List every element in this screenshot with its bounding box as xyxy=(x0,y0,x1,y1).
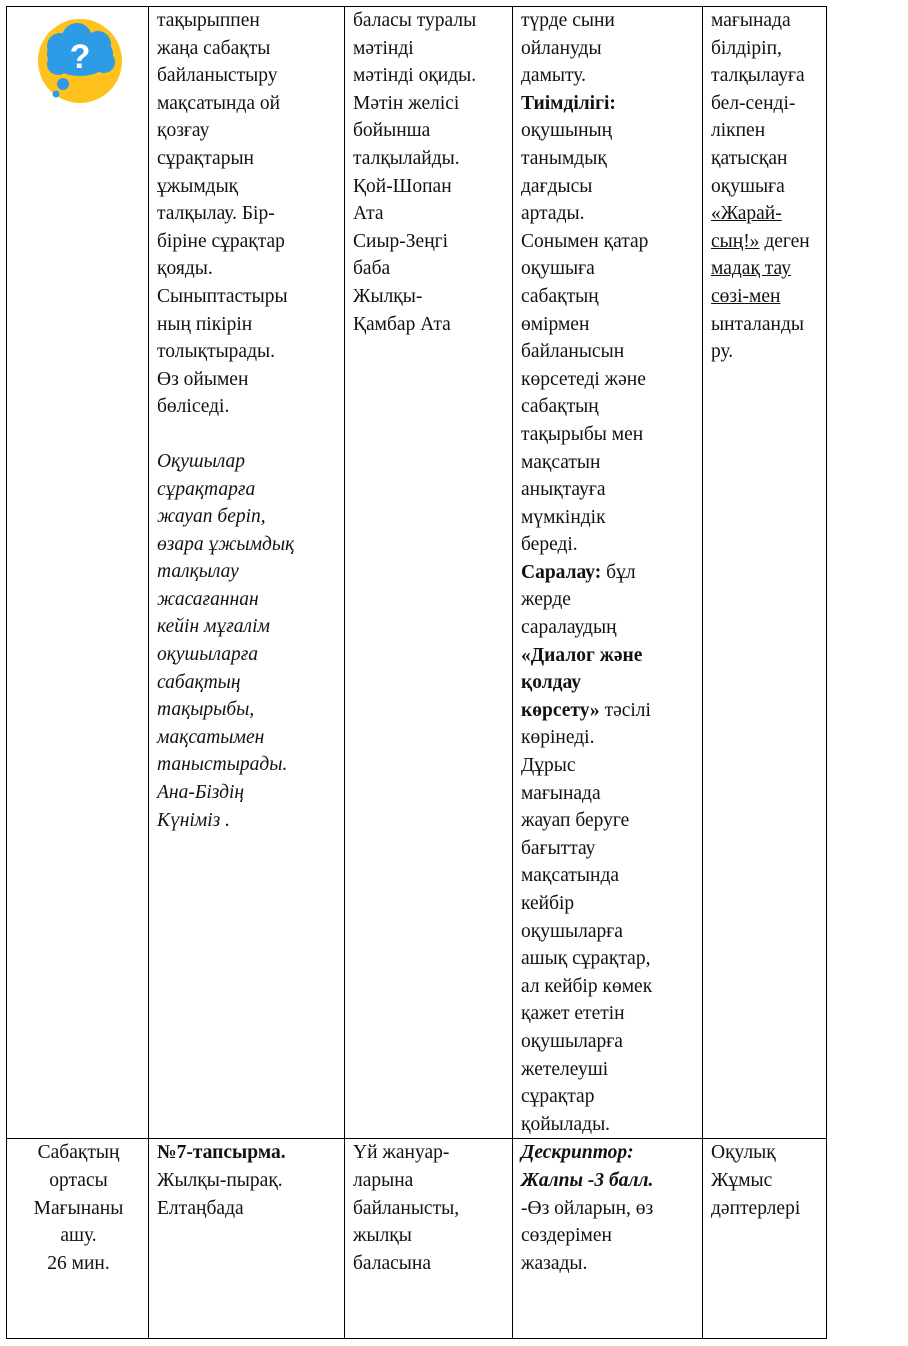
text-line: мәтінді оқиды. xyxy=(353,65,477,87)
italic-text-line: Ана-Біздің xyxy=(157,782,245,804)
row1-col5-text-b xyxy=(711,311,820,366)
text-line: танымдық xyxy=(521,147,607,169)
italic-text-line: кейін мұғалім xyxy=(157,616,270,638)
text-line: ортасы xyxy=(49,1169,108,1191)
text-line: оқушыға xyxy=(521,258,595,280)
text-line: оқушыларға xyxy=(521,920,623,942)
row1-col5 xyxy=(703,7,827,1139)
text-line: тақырыбы мен xyxy=(521,423,644,445)
text-line: сұрақтар xyxy=(521,1086,595,1108)
text-line: бел-сенді- xyxy=(711,92,796,114)
text-line: Сиыр-Зеңгі xyxy=(353,230,449,252)
descriptor-score: Жалпы -3 балл. xyxy=(521,1169,654,1191)
row1-col2 xyxy=(149,7,345,1139)
text-line: ашық сұрақтар, xyxy=(521,948,651,970)
lesson-plan-table xyxy=(6,6,827,1339)
text-line: дамыту. xyxy=(521,65,586,87)
text-line: көрінеді. xyxy=(521,727,595,749)
row1-col4-text-a xyxy=(521,7,696,90)
row1-col4-text-b xyxy=(521,117,696,559)
text-line: ал кейбір көмек xyxy=(521,975,653,997)
text-line: ұжымдық xyxy=(157,175,239,197)
text-line: қояды. xyxy=(157,258,213,280)
text-line: толықтырады. xyxy=(157,341,275,363)
dialog-line-3-tail: тәсілі xyxy=(599,699,651,721)
text-line: жылқы xyxy=(353,1225,412,1247)
row1-col1 xyxy=(7,7,149,1139)
dialog-line-3-bold: көрсету» xyxy=(521,699,600,721)
row1-col4-text-d xyxy=(521,724,696,1138)
text-line: Сыныптастыры xyxy=(157,285,288,307)
dialog-line-3 xyxy=(521,697,696,725)
praise-line-2 xyxy=(711,228,820,256)
row1-col4 xyxy=(513,7,703,1139)
text-line: ашу. xyxy=(60,1225,97,1247)
text-line: баласы туралы xyxy=(353,10,477,31)
text-line: мақсатын xyxy=(521,451,601,473)
text-line: Сонымен қатар xyxy=(521,230,649,252)
text-line: Мағынаны xyxy=(33,1197,124,1219)
praise-line-1: «Жарай- xyxy=(711,203,782,225)
dialog-line-2: қолдау xyxy=(521,672,582,694)
row2-col1 xyxy=(7,1139,149,1339)
text-line: сұрақтарын xyxy=(157,147,254,169)
saralau-line xyxy=(521,559,696,587)
row2-col5 xyxy=(703,1139,827,1339)
text-line: ынталанды xyxy=(711,313,804,335)
row2-col2-text xyxy=(157,1167,338,1222)
italic-text-line: өзара ұжымдық xyxy=(157,533,295,555)
row1-col5-text-a xyxy=(711,7,820,200)
text-line: байланысын xyxy=(521,341,625,363)
table-row xyxy=(7,7,827,1139)
text-line: дағдысы xyxy=(521,175,593,197)
text-line: сабақтың xyxy=(521,396,599,418)
text-line: тақырыппен xyxy=(157,10,260,31)
tiimdiligi-label: Тиімділігі: xyxy=(521,92,616,114)
descriptor-label: Дескриптор: xyxy=(521,1142,634,1164)
text-line: жазады. xyxy=(521,1252,588,1274)
text-line: мақсатында ой xyxy=(157,92,281,114)
question-bubble-icon xyxy=(30,18,130,104)
row2-col4-text xyxy=(521,1195,696,1278)
text-line: жаңа сабақты xyxy=(157,37,271,59)
text-line: байланыстыру xyxy=(157,65,278,87)
text-line: бағыттау xyxy=(521,837,596,859)
text-line: жауап беруге xyxy=(521,810,630,832)
italic-text-line: Оқушылар xyxy=(157,450,246,472)
text-line: кейбір xyxy=(521,893,575,914)
text-line: талқылайды. xyxy=(353,147,460,169)
text-line: дәптерлері xyxy=(711,1197,801,1219)
text-line: -Өз ойларын, өз xyxy=(521,1197,654,1219)
row1-col2-text xyxy=(157,7,338,421)
italic-text-line: тақырыбы, xyxy=(157,699,255,721)
text-line: Елтаңбада xyxy=(157,1197,244,1219)
text-line: 26 мин. xyxy=(47,1252,110,1274)
text-line: Жұмыс xyxy=(711,1169,773,1191)
text-line: талқылау. Бір- xyxy=(157,203,275,225)
text-line: мақсатында xyxy=(521,865,620,887)
text-line: біріне сұрақтар xyxy=(157,230,285,252)
text-line: Қамбар Ата xyxy=(353,313,451,335)
row1-col3 xyxy=(345,7,513,1139)
row2-col2 xyxy=(149,1139,345,1339)
text-line: қажет ететін xyxy=(521,1003,625,1025)
text-line: лікпен xyxy=(711,120,766,142)
text-line: ның пікірін xyxy=(157,313,253,335)
text-line: оқушының xyxy=(521,120,613,142)
text-line: Үй жануар- xyxy=(353,1142,450,1164)
saralau-label: Саралау: xyxy=(521,561,602,583)
italic-text-line: жасағаннан xyxy=(157,588,259,610)
text-line: анықтауға xyxy=(521,479,606,501)
row1-col4-text-c xyxy=(521,586,696,641)
text-line: Оқулық xyxy=(711,1142,776,1164)
italic-text-line: оқушыларға xyxy=(157,644,259,666)
text-line: баба xyxy=(353,258,391,280)
text-line: Қой-Шопан xyxy=(353,175,452,197)
text-line: білдіріп, xyxy=(711,37,782,59)
praise-line-3: мадақ тау xyxy=(711,258,791,280)
text-line: сабақтың xyxy=(521,285,599,307)
text-line: Жылқы- xyxy=(353,285,423,307)
text-line: бойынша xyxy=(353,120,431,142)
text-line: мағынада xyxy=(521,782,601,804)
praise-line-2-rest: деген xyxy=(759,230,810,252)
italic-text-line: сабақтың xyxy=(157,671,241,693)
text-line: көрсетеді және xyxy=(521,368,646,390)
text-line: ларына xyxy=(353,1169,414,1191)
text-line: сөздерімен xyxy=(521,1225,612,1247)
text-line: мағынада xyxy=(711,10,791,31)
italic-text-line: жауап беріп, xyxy=(157,506,266,528)
text-line: талқылауға xyxy=(711,65,805,87)
dialog-line-1: «Диалог және xyxy=(521,644,643,666)
text-line: байланысты, xyxy=(353,1197,460,1219)
row2-col4 xyxy=(513,1139,703,1339)
text-line: саралаудың xyxy=(521,617,617,639)
text-line: мүмкіндік xyxy=(521,506,606,528)
italic-text-line: мақсатымен xyxy=(157,726,265,748)
row1-col2-italic-text xyxy=(157,448,338,834)
text-line: бөліседі. xyxy=(157,396,230,418)
italic-text-line: талқылау xyxy=(157,561,239,583)
text-line: мәтінді xyxy=(353,37,414,59)
text-line: өмірмен xyxy=(521,313,590,335)
praise-line-2-u: сың!» xyxy=(711,230,760,252)
text-line: Дұрыс xyxy=(521,755,576,777)
text-line: ойлануды xyxy=(521,37,602,59)
text-line: береді. xyxy=(521,534,578,556)
row2-col5-text xyxy=(711,1139,820,1222)
praise-line-4: сөзі-мен xyxy=(711,285,781,307)
text-line: Сабақтың xyxy=(37,1142,120,1164)
text-line: ру. xyxy=(711,341,734,363)
row2-col3-text xyxy=(353,1139,506,1277)
text-line: баласына xyxy=(353,1252,431,1274)
text-line: қойылады. xyxy=(521,1113,611,1135)
text-line: қатысқан xyxy=(711,147,788,169)
text-line: Ата xyxy=(353,203,384,225)
table-row xyxy=(7,1139,827,1339)
text-line: оқушыларға xyxy=(521,1030,623,1052)
text-line: жерде xyxy=(521,589,571,611)
text-line: артады. xyxy=(521,203,585,225)
text-line: түрде сыни xyxy=(521,10,615,31)
text-line: Жылқы-пырақ. xyxy=(157,1169,283,1191)
saralau-rest: бұл xyxy=(601,561,636,583)
text-line: қозғау xyxy=(157,120,210,142)
text-line: Мәтін желісі xyxy=(353,92,460,114)
italic-text-line: сұрақтарға xyxy=(157,478,256,500)
row1-col3-text xyxy=(353,7,506,338)
italic-text-line: Күніміз . xyxy=(157,809,231,831)
text-line: Өз ойымен xyxy=(157,368,249,390)
text-line: жетелеуші xyxy=(521,1058,609,1080)
task-number: №7-тапсырма. xyxy=(157,1142,286,1164)
italic-text-line: таныстырады. xyxy=(157,754,288,776)
row2-col3 xyxy=(345,1139,513,1339)
row2-col1-text xyxy=(15,1139,142,1277)
text-line: оқушыға xyxy=(711,175,785,197)
question-mark-glyph: ? xyxy=(69,38,91,76)
